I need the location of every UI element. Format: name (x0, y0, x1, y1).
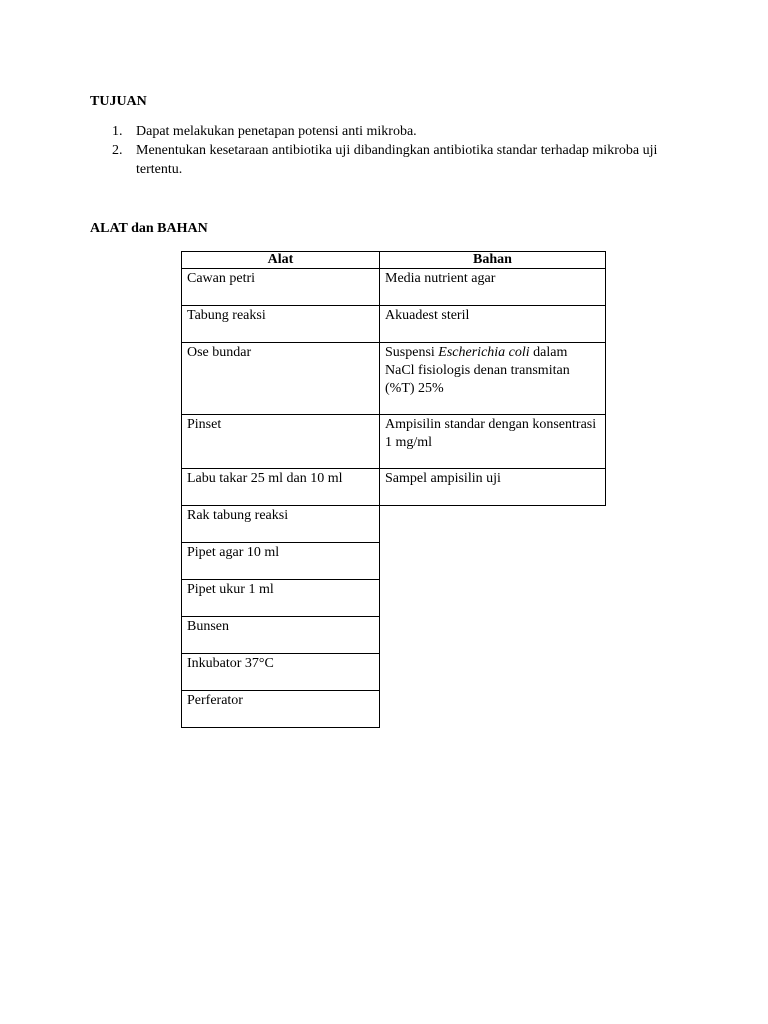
table-row (182, 506, 606, 543)
empty-cell (380, 617, 606, 654)
bahan-text: Suspensi (385, 345, 439, 360)
table-row (182, 580, 606, 617)
table-row (182, 617, 606, 654)
bahan-species-name: Escherichia coli (438, 345, 530, 360)
alat-cell: Perferator (182, 691, 380, 728)
alat-cell: Labu takar 25 ml dan 10 ml (182, 469, 380, 506)
bahan-cell: Media nutrient agar (380, 269, 606, 306)
table-row (182, 543, 606, 580)
alat-cell: Inkubator 37°C (182, 654, 380, 691)
table-row (182, 691, 606, 728)
alat-cell: Ose bundar (182, 343, 380, 415)
alat-cell: Pinset (182, 415, 380, 469)
tujuan-list (90, 122, 690, 179)
table-header-row (182, 252, 606, 269)
alat-cell: Pipet ukur 1 ml (182, 580, 380, 617)
alat-cell: Rak tabung reaksi (182, 506, 380, 543)
header-alat: Alat (182, 252, 380, 269)
bahan-text: dalam NaCl fisiologis denan transmitan (%T) 25% (385, 345, 570, 396)
empty-cell (380, 580, 606, 617)
header-bahan: Bahan (380, 252, 606, 269)
list-item (90, 122, 690, 141)
empty-cell (380, 691, 606, 728)
alat-bahan-table (181, 251, 606, 728)
empty-cell (380, 543, 606, 580)
list-number: 2. (112, 143, 123, 158)
bahan-cell (380, 343, 606, 415)
empty-cell (380, 506, 606, 543)
empty-cell (380, 654, 606, 691)
list-text: Dapat melakukan penetapan potensi anti mikroba. (136, 124, 417, 139)
bahan-cell: Akuadest steril (380, 306, 606, 343)
alat-bahan-heading: ALAT dan BAHAN (90, 221, 208, 236)
table-row (182, 269, 606, 306)
list-number: 1. (112, 124, 123, 139)
table-row (182, 469, 606, 506)
alat-cell: Bunsen (182, 617, 380, 654)
table-row (182, 415, 606, 469)
table-row (182, 343, 606, 415)
list-text: Menentukan kesetaraan antibiotika uji dibandingkan antibiotika standar terhadap mikroba uji tertentu. (136, 143, 658, 177)
table-row (182, 306, 606, 343)
alat-cell: Pipet agar 10 ml (182, 543, 380, 580)
alat-cell: Tabung reaksi (182, 306, 380, 343)
table-row (182, 654, 606, 691)
alat-cell: Cawan petri (182, 269, 380, 306)
bahan-cell: Ampisilin standar dengan konsentrasi 1 mg/ml (380, 415, 606, 469)
list-item (90, 141, 690, 179)
bahan-cell: Sampel ampisilin uji (380, 469, 606, 506)
tujuan-heading: TUJUAN (90, 94, 147, 109)
